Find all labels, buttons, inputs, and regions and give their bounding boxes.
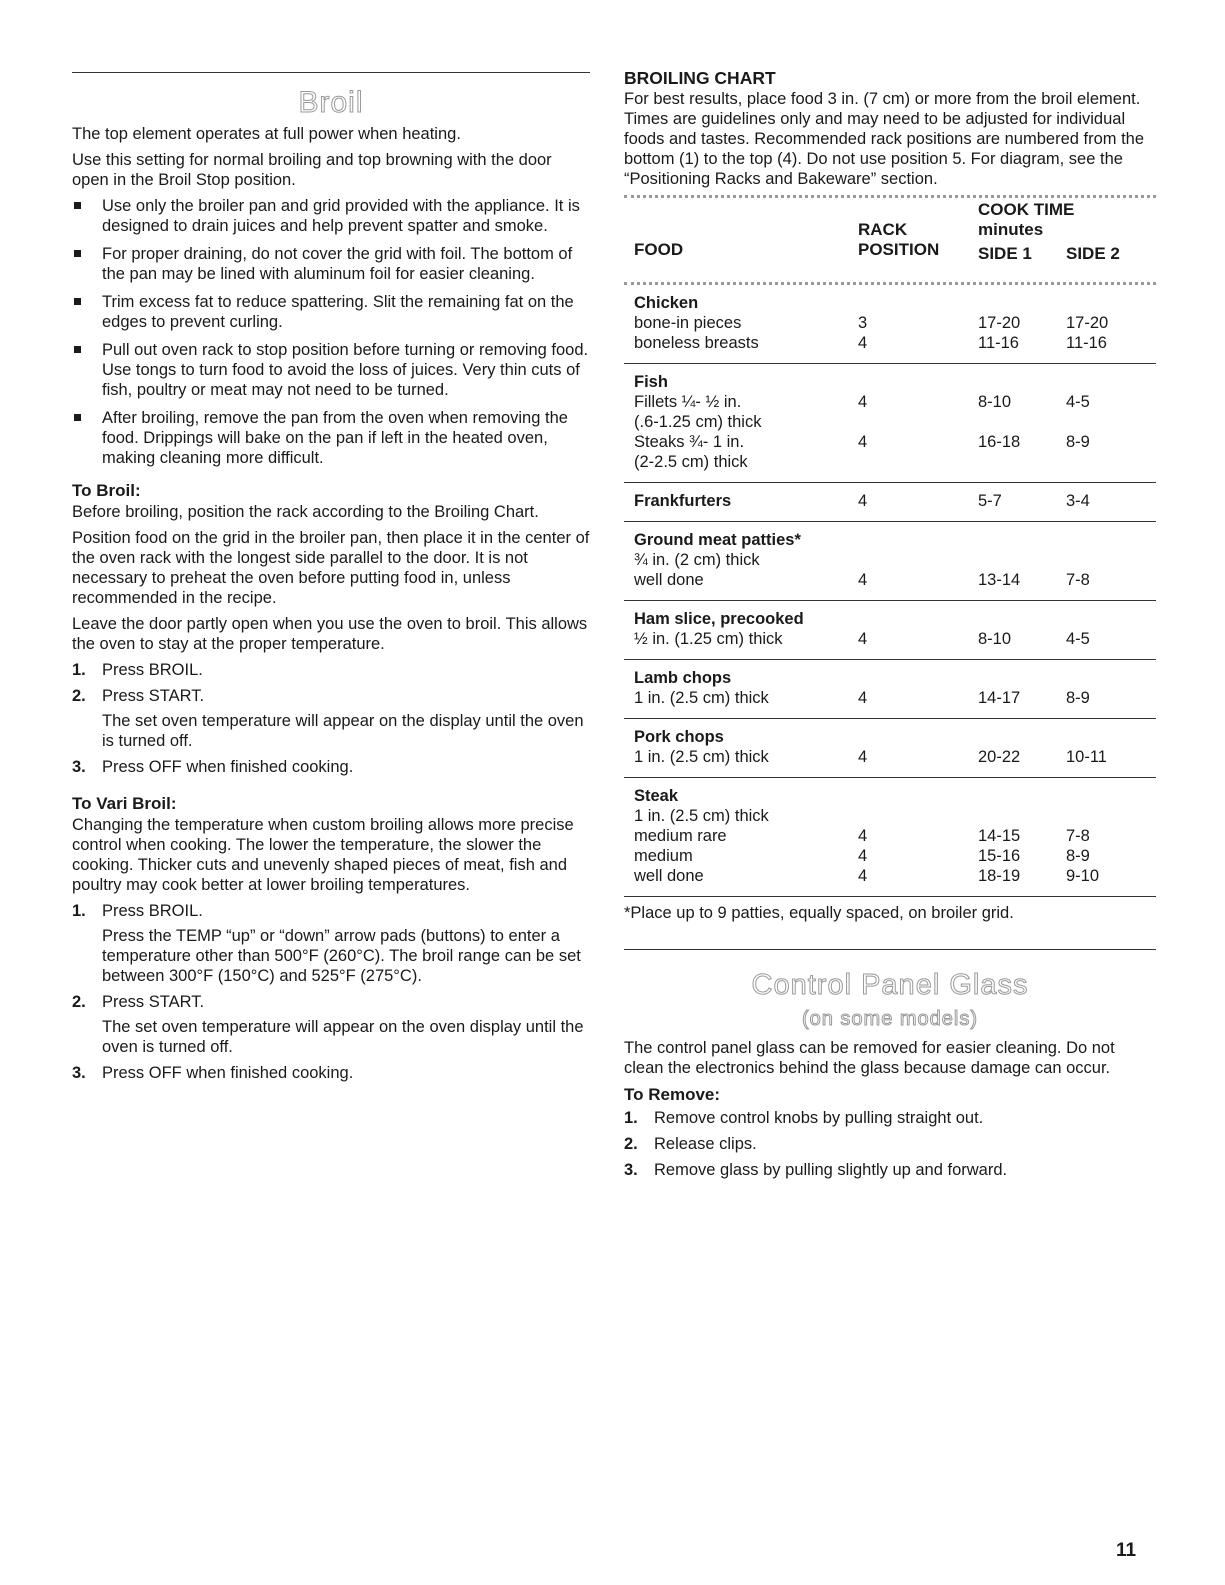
bullet-item: Pull out oven rack to stop position before turning or removing food. Use tongs to turn food to avoid the loss of juices. Very thin cuts of fish, poultry or meat may not need to be turned.: [72, 340, 590, 400]
rack-position: 4: [858, 433, 868, 451]
food-item: ¾ in. (2 cm) thick: [634, 551, 760, 569]
side1-time: 5-7: [978, 483, 1066, 522]
step-number: 3.: [72, 758, 86, 776]
empty-cell: [1066, 660, 1156, 689]
empty-cell: [1066, 364, 1156, 393]
table-row: [624, 688, 1156, 719]
step-text: Release clips.: [654, 1135, 757, 1153]
empty-cell: [978, 719, 1066, 748]
side1-time: 16-18: [978, 433, 1021, 451]
rack-position: 4: [858, 689, 868, 707]
step-number: 1.: [72, 902, 86, 920]
col-header-side2: SIDE 2: [1066, 244, 1120, 263]
table-row: [624, 392, 1156, 412]
side2-time: 8-9: [1066, 847, 1090, 865]
to-vari-broil-steps: [72, 901, 590, 1083]
food-item: 1 in. (2.5 cm) thick: [634, 807, 769, 825]
chart-group-header: [624, 660, 1156, 689]
chart-group-header: [624, 719, 1156, 748]
empty-cell: [1066, 285, 1156, 313]
side2-time: 10-11: [1066, 748, 1107, 766]
step-number: 3.: [72, 1064, 86, 1082]
step-number: 2.: [72, 993, 86, 1011]
food-item: Fillets ¼- ½ in.: [634, 393, 742, 411]
chart-group-header: [624, 364, 1156, 393]
empty-cell: [978, 601, 1066, 630]
broiling-chart-intro: For best results, place food 3 in. (7 cm) or more from the broil element. Times are guidelines only and may need to be adjusted for individual foods and tastes. Recommended rack positions are numbered from the bottom (1) to the top (4). Do not use position 5. For diagram, see the “Positioning Racks and Bakeware” section.: [624, 90, 1145, 188]
to-broil-steps: [72, 660, 590, 777]
step-note: The set oven temperature will appear on the oven display until the oven is turned off.: [102, 1018, 584, 1056]
side1-time: [978, 550, 1066, 570]
food-item: boneless breasts: [634, 334, 759, 352]
empty-cell: [1066, 522, 1156, 551]
food-group-name: Ground meat patties*: [624, 522, 858, 551]
table-row: [624, 747, 1156, 778]
bullet-item: Trim excess fat to reduce spattering. Slit the remaining fat on the edges to prevent curling.: [72, 292, 590, 332]
side1-time: 8-10: [978, 393, 1012, 411]
chart-group-header: [624, 285, 1156, 313]
rack-position: [858, 412, 978, 432]
table-row: [624, 412, 1156, 432]
step-item: [72, 1063, 590, 1083]
rack-position: 4: [858, 867, 868, 885]
food-item: ½ in. (1.25 cm) thick: [634, 630, 783, 648]
step-item: [72, 660, 590, 680]
to-broil-heading: To Broil:: [72, 481, 141, 500]
table-row: [624, 846, 1156, 866]
step-text: Press OFF when finished cooking.: [102, 758, 354, 776]
to-broil-p3: Leave the door partly open when you use the oven to broil. This allows the oven to stay at the proper temperature.: [72, 615, 588, 653]
food-group-name: Ham slice, precooked: [624, 601, 858, 630]
side2-time: 3-4: [1066, 483, 1156, 522]
food-item: Steaks ¾- 1 in.: [634, 433, 745, 451]
col-header-minutes: minutes: [978, 220, 1044, 239]
rack-position: [858, 452, 978, 483]
empty-cell: [1066, 719, 1156, 748]
side1-time: [978, 806, 1066, 826]
rack-position: [858, 550, 978, 570]
bullet-item: After broiling, remove the pan from the oven when removing the food. Drippings will bake on the pan if left in the heated oven, making cleaning more difficult.: [72, 408, 590, 468]
side1-time: 14-15: [978, 827, 1021, 845]
chart-bottom-rule: [624, 897, 1156, 898]
rack-position: 3: [858, 314, 868, 332]
side2-time: 9-10: [1066, 867, 1100, 885]
empty-cell: [978, 285, 1066, 313]
side1-time: 11-16: [978, 334, 1019, 352]
side2-time: [1066, 806, 1156, 826]
rack-position: [858, 806, 978, 826]
chart-column-headers: [624, 198, 1156, 282]
step-text: Press OFF when finished cooking.: [102, 1064, 354, 1082]
rack-position: 4: [858, 748, 868, 766]
rack-position: 4: [858, 827, 868, 845]
bullet-item: Use only the broiler pan and grid provided with the appliance. It is designed to drain juices and help prevent spatter and smoke.: [72, 196, 590, 236]
broil-intro-1: The top element operates at full power when heating.: [72, 125, 461, 143]
empty-cell: [858, 364, 978, 393]
page-number: 11: [1116, 1540, 1137, 1561]
chart-group-header: [624, 522, 1156, 551]
to-remove-heading: To Remove:: [624, 1085, 721, 1104]
step-number: 2.: [72, 687, 86, 705]
step-item: [72, 992, 590, 1057]
rack-position: 4: [858, 630, 868, 648]
table-row: [624, 826, 1156, 846]
side2-time: 8-9: [1066, 689, 1090, 707]
section-subtitle-some-models: (on some models): [801, 1008, 979, 1030]
empty-cell: [858, 778, 978, 807]
step-number: 1.: [624, 1109, 638, 1127]
rack-position: 4: [858, 571, 868, 589]
to-remove-steps: [624, 1108, 1156, 1180]
food-item: (2-2.5 cm) thick: [634, 453, 748, 471]
food-item: bone-in pieces: [634, 314, 742, 332]
side1-time: 18-19: [978, 867, 1021, 885]
side2-time: 17-20: [1066, 314, 1109, 332]
side1-time: 15-16: [978, 847, 1021, 865]
step-text: Press START.: [102, 993, 205, 1011]
side2-time: 4-5: [1066, 630, 1090, 648]
rack-position: 4: [858, 847, 868, 865]
rack-position: 4: [858, 334, 868, 352]
rack-position: 4: [858, 393, 868, 411]
empty-cell: [858, 601, 978, 630]
step-text: Remove glass by pulling slightly up and forward.: [654, 1161, 1008, 1179]
empty-cell: [858, 719, 978, 748]
food-group-name: Lamb chops: [624, 660, 858, 689]
food-item: well done: [634, 571, 704, 589]
table-row: [624, 806, 1156, 826]
table-row: [624, 866, 1156, 897]
empty-cell: [858, 660, 978, 689]
food-item: medium rare: [634, 827, 727, 845]
col-header-rack: RACK: [858, 220, 908, 239]
side1-time: 17-20: [978, 314, 1021, 332]
step-item: [72, 901, 590, 986]
step-text: Press BROIL.: [102, 661, 203, 679]
rack-position: 4: [858, 483, 978, 522]
broiling-chart-heading: BROILING CHART: [624, 68, 776, 88]
empty-cell: [858, 522, 978, 551]
section-title-broil: Broil: [298, 86, 364, 119]
col-header-position: POSITION: [858, 240, 940, 259]
food-group-name: Pork chops: [624, 719, 858, 748]
table-row: [624, 313, 1156, 333]
side1-time: 8-10: [978, 630, 1012, 648]
side2-time: [1066, 412, 1156, 432]
step-item: [72, 686, 590, 751]
food-item: medium: [634, 847, 693, 865]
to-broil-p2: Position food on the grid in the broiler pan, then place it in the center of the oven rack with the longest side parallel to the door. It is not necessary to preheat the oven before putting food in, unless recommended in the recipe.: [72, 529, 590, 607]
side1-time: 20-22: [978, 748, 1021, 766]
table-row: [624, 570, 1156, 601]
chart-footnote: *Place up to 9 patties, equally spaced, on broiler grid.: [624, 904, 1014, 922]
table-row: [624, 432, 1156, 452]
side2-time: 7-8: [1066, 571, 1090, 589]
chart-group-header: [624, 483, 1156, 522]
step-text: Press START.: [102, 687, 205, 705]
food-item: 1 in. (2.5 cm) thick: [634, 748, 769, 766]
glass-intro: The control panel glass can be removed for easier cleaning. Do not clean the electronics behind the glass because damage can occur.: [624, 1039, 1115, 1077]
food-item: 1 in. (2.5 cm) thick: [634, 689, 769, 707]
bullet-item: For proper draining, do not cover the grid with foil. The bottom of the pan may be lined with aluminum foil for easier cleaning.: [72, 244, 590, 284]
side1-time: [978, 412, 1066, 432]
empty-cell: [624, 897, 1156, 898]
to-vari-broil-heading: To Vari Broil:: [72, 794, 177, 813]
side2-time: 4-5: [1066, 393, 1090, 411]
chart-group-header: [624, 601, 1156, 630]
to-broil-p1: Before broiling, position the rack according to the Broiling Chart.: [72, 503, 539, 521]
side2-time: 8-9: [1066, 433, 1090, 451]
broiling-chart-section: [624, 0, 1156, 1186]
step-item: [624, 1134, 1156, 1154]
side1-time: 14-17: [978, 689, 1021, 707]
table-row: [624, 333, 1156, 364]
broiling-chart-table: [624, 285, 1156, 897]
empty-cell: [978, 364, 1066, 393]
empty-cell: [978, 778, 1066, 807]
side1-time: [978, 452, 1066, 483]
step-number: 2.: [624, 1135, 638, 1153]
broil-intro-2: Use this setting for normal broiling and top browning with the door open in the Broil Stop position.: [72, 151, 552, 189]
step-number: 3.: [624, 1161, 638, 1179]
step-item: [624, 1108, 1156, 1128]
table-row: [624, 629, 1156, 660]
col-header-food: FOOD: [634, 240, 684, 259]
empty-cell: [1066, 601, 1156, 630]
step-text: Press BROIL.: [102, 902, 203, 920]
to-vari-broil-p1: Changing the temperature when custom broiling allows more precise control when cooking. The lower the temperature, the slower the cooking. Thicker cuts and unevenly shaped pieces of meat, fish and poultry may cook better at lower broiling temperatures.: [72, 816, 574, 894]
side1-time: 13-14: [978, 571, 1021, 589]
step-text: Remove control knobs by pulling straight out.: [654, 1109, 984, 1127]
broil-section: [72, 0, 590, 1089]
side2-time: [1066, 452, 1156, 483]
glass-top-rule: [624, 949, 1156, 950]
food-item: well done: [634, 867, 704, 885]
col-header-cook-time: COOK TIME: [978, 200, 1075, 219]
food-group-name: Chicken: [634, 294, 699, 312]
step-note: The set oven temperature will appear on the display until the oven is turned off.: [102, 712, 584, 750]
empty-cell: [858, 285, 978, 313]
food-group-name: Frankfurters: [624, 483, 858, 522]
side2-time: [1066, 550, 1156, 570]
chart-group-header: [624, 778, 1156, 807]
step-number: 1.: [72, 661, 86, 679]
col-header-side1: SIDE 1: [978, 244, 1032, 263]
broil-bullet-list: [72, 196, 590, 468]
food-item: (.6-1.25 cm) thick: [634, 413, 762, 431]
empty-cell: [1066, 778, 1156, 807]
section-title-control-panel-glass: Control Panel Glass: [751, 969, 1029, 1001]
food-group-name: Fish: [624, 364, 858, 393]
food-group-name: Steak: [624, 778, 858, 807]
empty-cell: [978, 522, 1066, 551]
table-row: [624, 550, 1156, 570]
empty-cell: [978, 660, 1066, 689]
side2-time: 11-16: [1066, 334, 1107, 352]
step-item: [624, 1160, 1156, 1180]
step-item: [72, 757, 590, 777]
step-note: Press the TEMP “up” or “down” arrow pads (buttons) to enter a temperature other than 500°F (260°C). The broil range can be set between 300°F (150°C) and 525°F (275°C).: [102, 927, 581, 985]
table-row: [624, 452, 1156, 483]
side2-time: 7-8: [1066, 827, 1090, 845]
